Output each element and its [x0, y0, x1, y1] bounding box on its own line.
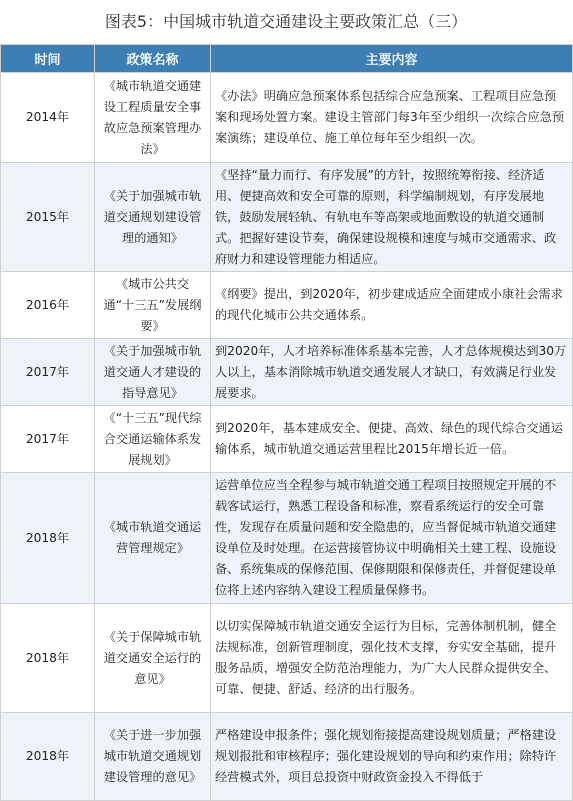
cell-policy-name: 《关于加强城市轨道交通人才建设的指导意见》 — [95, 339, 211, 406]
cell-year: 2018年 — [1, 604, 95, 713]
cell-policy-name: 《城市公共交通“十三五”发展纲要》 — [95, 272, 211, 339]
table-row — [1, 73, 573, 163]
table-row — [1, 473, 573, 604]
table-row — [1, 272, 573, 339]
table-header-row — [1, 45, 573, 73]
cell-policy-name: 《关于加强城市轨道交通规划建设管理的通知》 — [95, 163, 211, 272]
cell-policy-name: 《关于保障城市轨道交通安全运行的意见》 — [95, 604, 211, 713]
cell-content: 《纲要》提出，到2020年，初步建成适应全面建成小康社会需求的现代化城市公共交通体系。 — [211, 272, 573, 339]
cell-content: 严格建设申报条件；强化规划衔接提高建设规划质量；严格建设规划报批和审核程序；强化建设规划的导向和约束作用；除特许经营模式外，项目总投资中财政资金投入不得低于 — [211, 713, 573, 801]
cell-year: 2016年 — [1, 272, 95, 339]
cell-policy-name: 《城市轨道交通运营管理规定》 — [95, 473, 211, 604]
cell-year: 2018年 — [1, 473, 95, 604]
cell-year: 2017年 — [1, 406, 95, 473]
cell-year: 2017年 — [1, 339, 95, 406]
table-row — [1, 713, 573, 801]
chart-title: 图表5：中国城市轨道交通建设主要政策汇总（三） — [104, 12, 468, 31]
cell-policy-name: 《关于进一步加强城市轨道交通规划建设管理的意见》 — [95, 713, 211, 801]
cell-year: 2014年 — [1, 73, 95, 163]
cell-year: 2018年 — [1, 713, 95, 801]
policy-table — [0, 44, 573, 801]
cell-policy-name: 《城市轨道交通建设工程质量安全事故应急预案管理办法》 — [95, 73, 211, 163]
header-policy-name: 政策名称 — [95, 45, 211, 73]
cell-content: 运营单位应当全程参与城市轨道交通工程项目按照规定开展的不载客试运行，熟悉工程设备和标准，察看系统运行的安全可靠性，发现存在质量问题和安全隐患的，应当督促城市轨道交通建设单位及时处理。在运营接管协议中明确相关土建工程、设施设备、系统集成的保修范围、保修期限和保修责任，并督促建设单位将上述内容纳入建设工程质量保修书。 — [211, 473, 573, 604]
cell-content: 《办法》明确应急预案体系包括综合应急预案、工程项目应急预案和现场处置方案。建设主管部门每3年至少组织一次综合应急预案演练；建设单位、施工单位每年至少组织一次。 — [211, 73, 573, 163]
table-row — [1, 339, 573, 406]
cell-content: 到2020年，人才培养标准体系基本完善，人才总体规模达到30万人以上，基本消除城市轨道交通发展人才缺口，有效满足行业发展要求。 — [211, 339, 573, 406]
cell-year: 2015年 — [1, 163, 95, 272]
cell-content: 《坚持“量力而行、有序发展”的方针，按照统筹衔接、经济适用、便捷高效和安全可靠的原则，科学编制规划，有序发展地铁，鼓励发展轻轨、有轨电车等高架或地面敷设的轨道交通制式。把握好建设节奏，确保建设规模和速度与城市交通需求、政府财力和建设管理能力相适应。 — [211, 163, 573, 272]
cell-content: 到2020年，基本建成安全、便捷、高效、绿色的现代综合交通运输体系，城市轨道交通运营里程比2015年增长近一倍。 — [211, 406, 573, 473]
table-row — [1, 406, 573, 473]
table-row — [1, 163, 573, 272]
policy-table-wrapper — [0, 44, 572, 784]
cell-policy-name: 《“十三五”现代综合交通运输体系发展规划》 — [95, 406, 211, 473]
cell-content: 以切实保障城市轨道交通安全运行为目标，完善体制机制，健全法规标准，创新管理制度，强化技术支撑，夯实安全基础，提升服务品质，增强安全防范治理能力，为广大人民群众提供安全、可靠、便捷、舒适、经济的出行服务。 — [211, 604, 573, 713]
header-main-content: 主要内容 — [211, 45, 573, 73]
header-time: 时间 — [1, 45, 95, 73]
table-row — [1, 604, 573, 713]
